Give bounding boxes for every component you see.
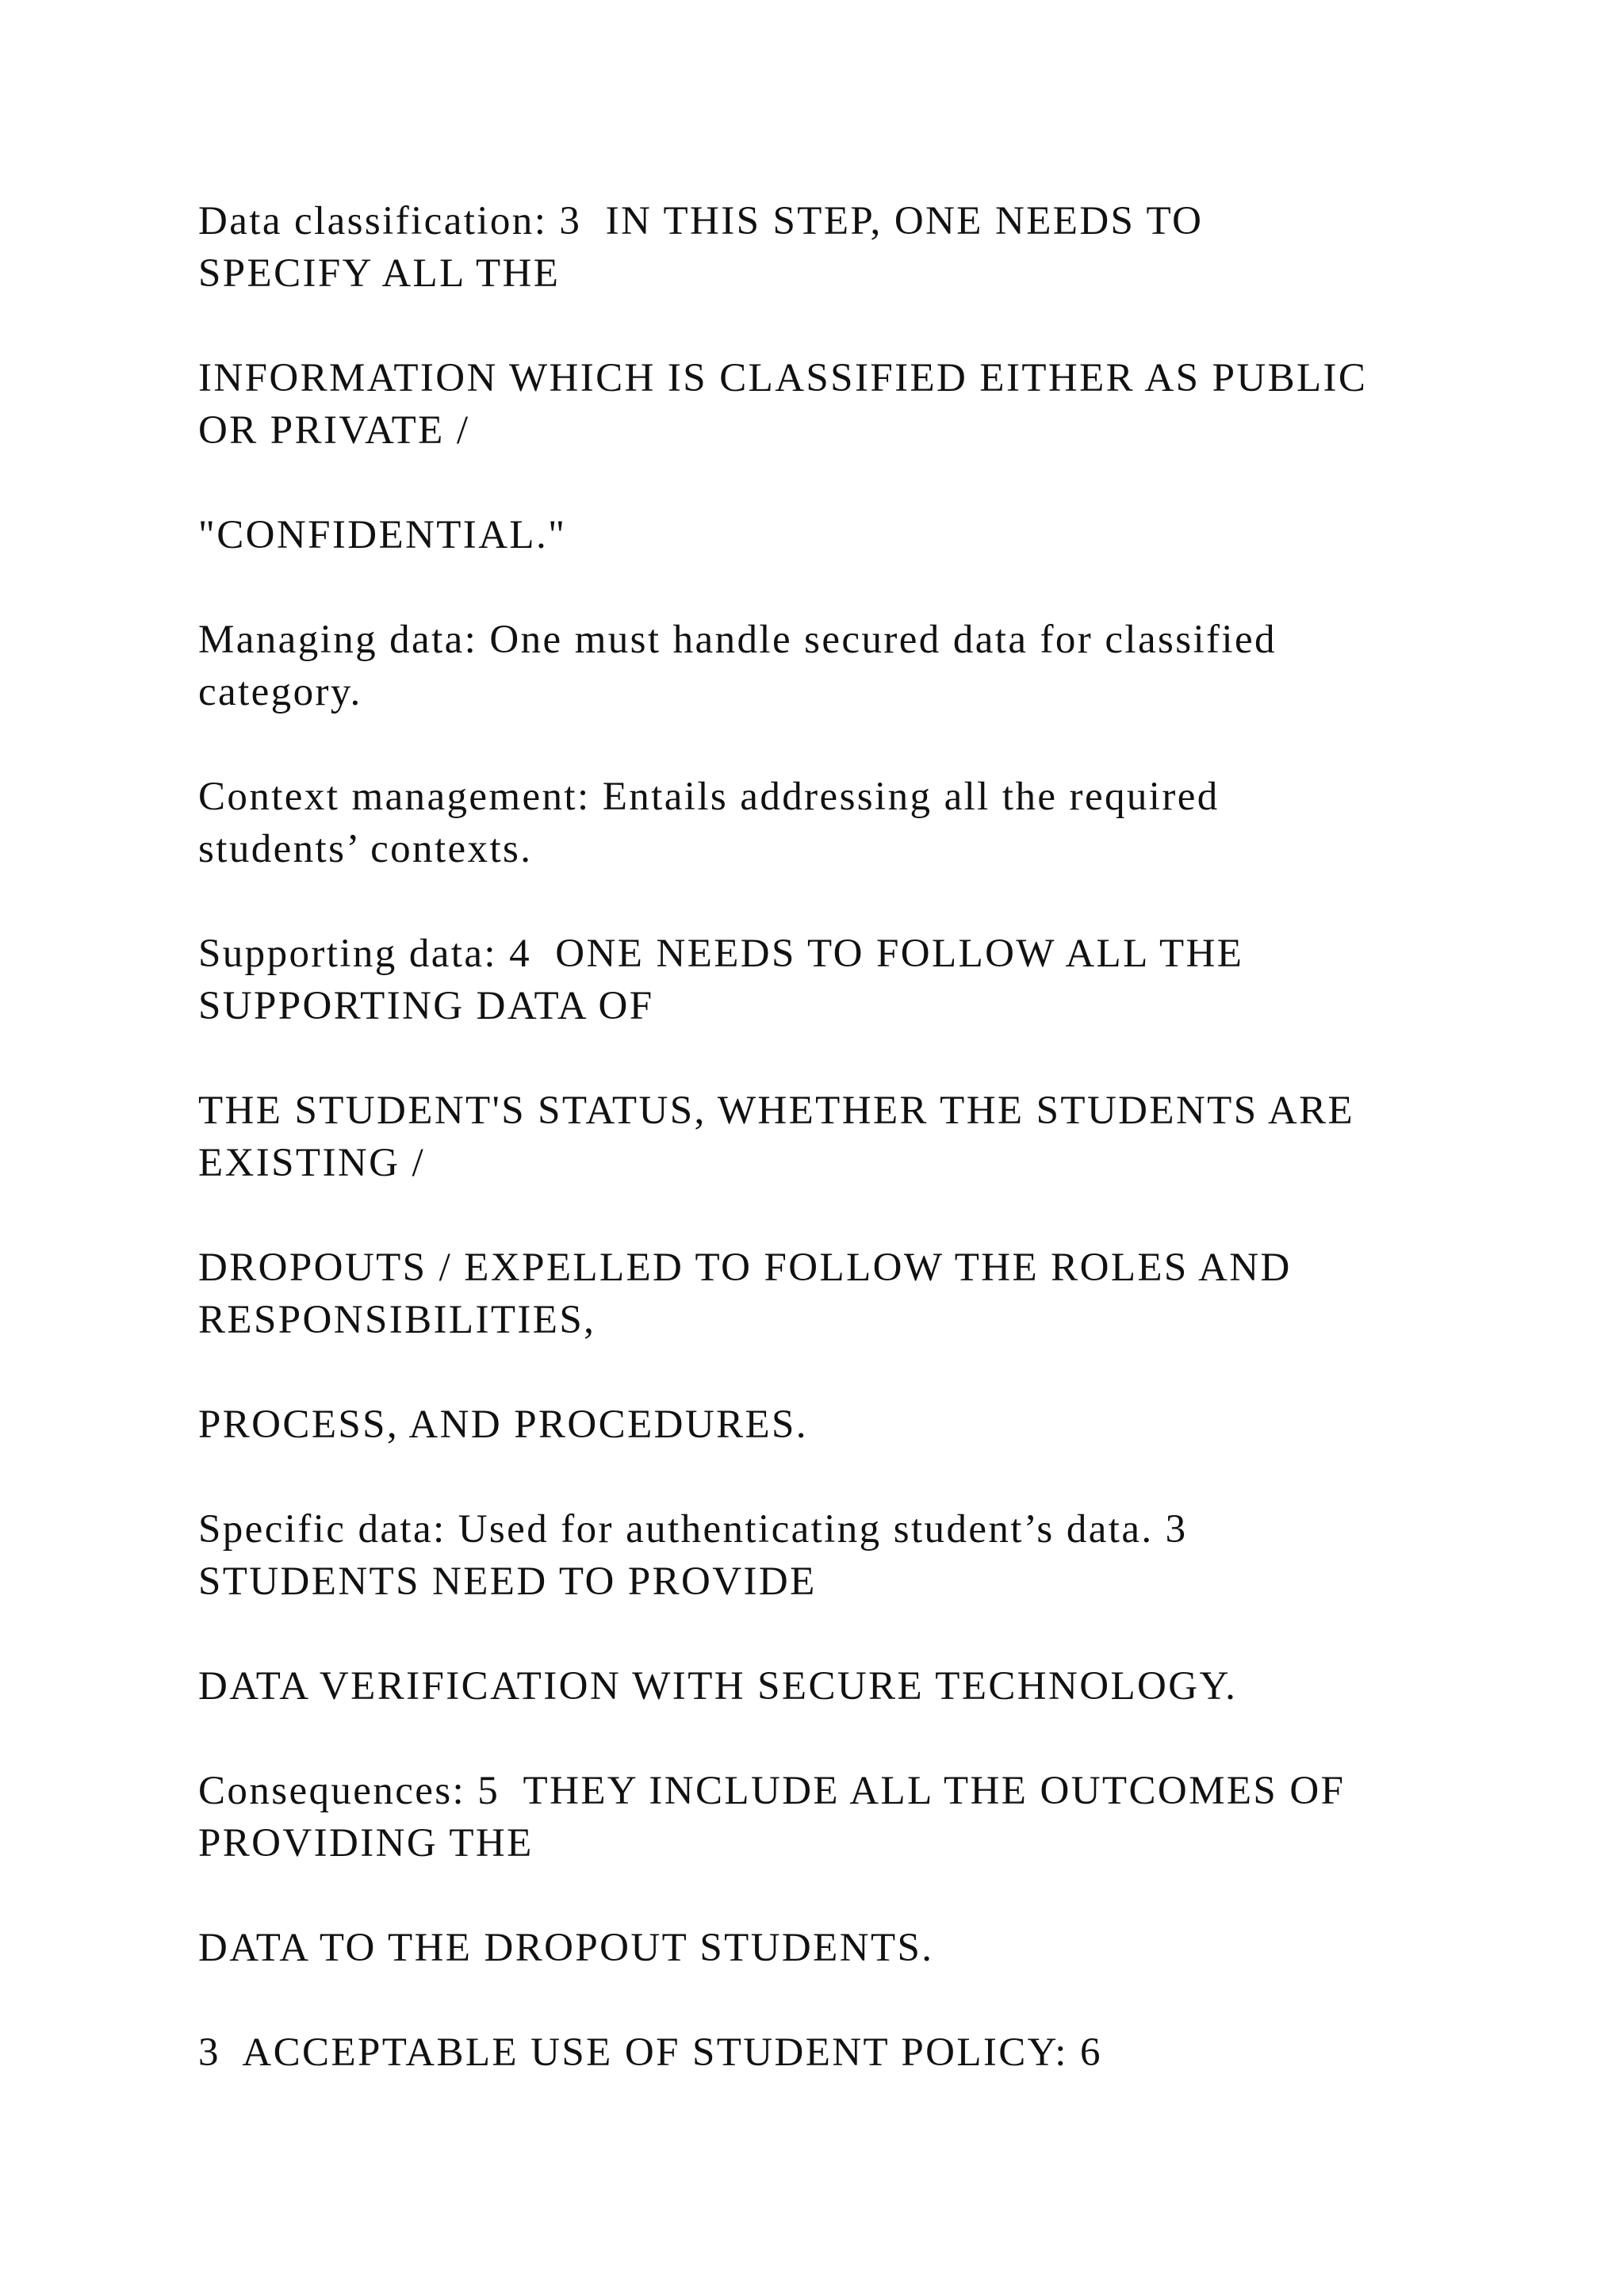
paragraph-dropout-students: DATA TO THE DROPOUT STUDENTS.	[198, 1926, 934, 1970]
paragraph-specific-data: Specific data: Used for authenticating student’s data. 3 STUDENTS NEED TO PROVIDE	[198, 1507, 1188, 1604]
paragraph-consequences: Consequences: 5 THEY INCLUDE ALL THE OUTCOMES OF PROVIDING THE	[198, 1769, 1346, 1866]
heading-acceptable-use-policy: 3 ACCEPTABLE USE OF STUDENT POLICY: 6	[198, 2030, 1102, 2075]
paragraph-confidential: "CONFIDENTIAL."	[198, 513, 567, 557]
document-body	[198, 195, 1467, 2079]
paragraph-information-classified: INFORMATION WHICH IS CLASSIFIED EITHER AS PUBLIC OR PRIVATE /	[198, 356, 1368, 453]
paragraph-data-classification: Data classification: 3 IN THIS STEP, ONE NEEDS TO SPECIFY ALL THE	[198, 199, 1204, 296]
paragraph-student-status: THE STUDENT'S STATUS, WHETHER THE STUDENTS ARE EXISTING /	[198, 1089, 1355, 1185]
paragraph-context-management: Context management: Entails addressing all the required students’ contexts.	[198, 775, 1220, 871]
paragraph-supporting-data: Supporting data: 4 ONE NEEDS TO FOLLOW ALL THE SUPPORTING DATA OF	[198, 932, 1244, 1028]
paragraph-data-verification: DATA VERIFICATION WITH SECURE TECHNOLOGY.	[198, 1664, 1238, 1709]
paragraph-dropouts-expelled: DROPOUTS / EXPELLED TO FOLLOW THE ROLES AND RESPONSIBILITIES,	[198, 1246, 1292, 1342]
paragraph-managing-data: Managing data: One must handle secured data for classified category.	[198, 618, 1277, 714]
paragraph-process-procedures: PROCESS, AND PROCEDURES.	[198, 1402, 808, 1447]
